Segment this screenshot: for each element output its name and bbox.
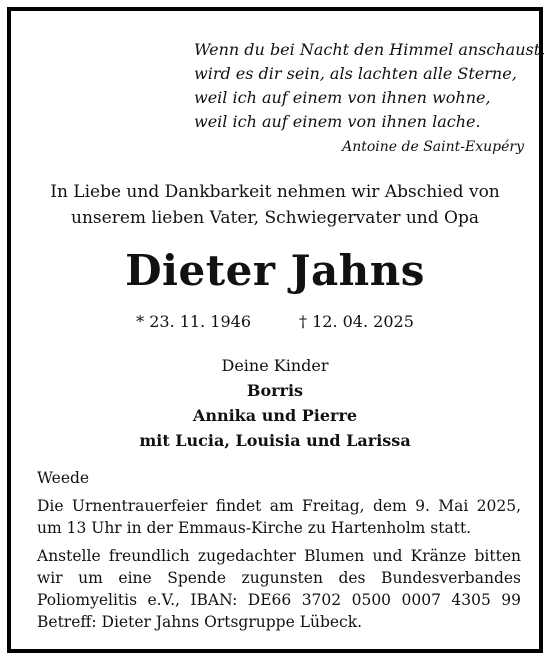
quote-line: Wenn du bei Nacht den Himmel anschaust, bbox=[194, 40, 546, 59]
intro-line: unserem lieben Vater, Schwiegervater und Opa bbox=[71, 208, 479, 228]
family-signature bbox=[11, 353, 539, 453]
family-heading: Deine Kinder bbox=[221, 356, 329, 375]
quote-line: wird es dir sein, als lachten alle Sterne, bbox=[194, 64, 517, 83]
family-member: Borris bbox=[246, 381, 304, 400]
life-dates bbox=[11, 310, 539, 334]
place-name: Weede bbox=[37, 469, 90, 487]
quote-author: Antoine de Saint-Exupéry bbox=[342, 139, 524, 155]
deceased-name: Dieter Jahns bbox=[125, 246, 425, 295]
quote-line: weil ich auf einem von ihnen wohne, bbox=[194, 88, 491, 107]
poem-quote bbox=[194, 38, 546, 158]
death-date: † 12. 04. 2025 bbox=[299, 312, 414, 331]
intro-line: In Liebe und Dankbarkeit nehmen wir Abschied von bbox=[50, 182, 500, 202]
ceremony-info: Die Urnentrauerfeier findet am Freitag, dem 9. Mai 2025, um 13 Uhr in der Emmaus-Kirche zu Hartenholm statt. bbox=[37, 497, 521, 537]
intro-text bbox=[11, 179, 539, 231]
notice-details bbox=[37, 467, 521, 639]
family-member: mit Lucia, Louisia und Larissa bbox=[139, 431, 411, 450]
quote-line: weil ich auf einem von ihnen lache. bbox=[194, 112, 481, 131]
donation-info: Anstelle freundlich zugedachter Blumen und Kränze bitten wir um eine Spende zugunsten des Bundesverbandes Poliomyelitis e.V., IBAN: DE66 3702 0500 0007 4305 99 Betreff: Dieter Jahns Ortsgruppe Lübeck. bbox=[37, 547, 521, 631]
family-member: Annika und Pierre bbox=[192, 406, 358, 425]
obituary-notice bbox=[7, 7, 546, 653]
birth-date: * 23. 11. 1946 bbox=[136, 312, 251, 331]
